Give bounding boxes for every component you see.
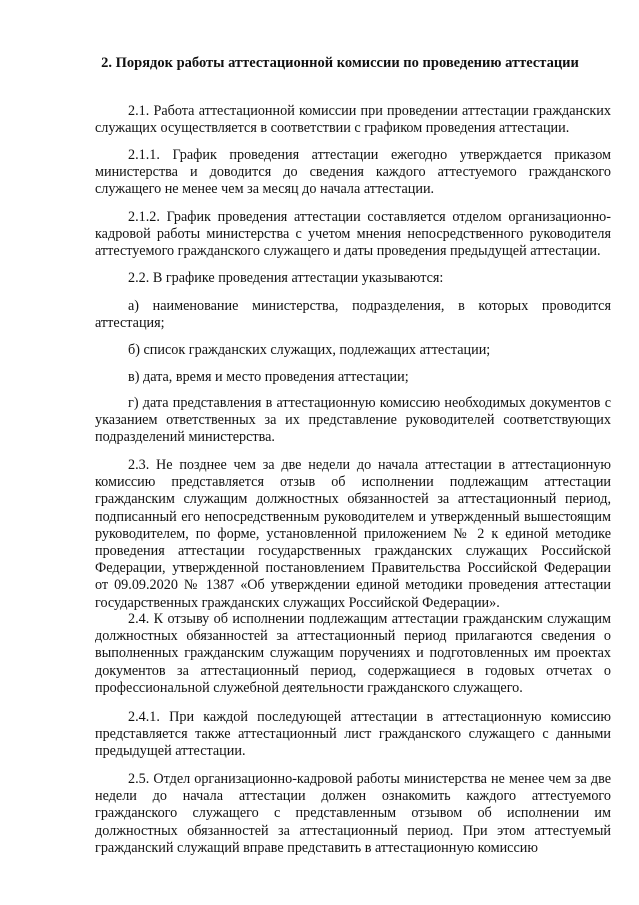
paragraph-2-5: 2.5. Отдел организационно-кадровой работы министерства не менее чем за две недели до начала аттестации должен ознакомить каждого аттестуемого гражданского служащего с представленным отзывом об исполнении им должностных обязанностей за аттестационный период. При этом аттестуемый гражданский служащий вправе представить в аттестационную комиссию [95, 771, 611, 856]
paragraph-2-1-1: 2.1.1. График проведения аттестации ежегодно утверждается приказом министерства и доводится до сведения каждого аттестуемого гражданского служащего не менее чем за месяц до начала аттестации. [95, 147, 611, 198]
paragraph-2-1: 2.1. Работа аттестационной комиссии при проведении аттестации гражданских служащих осуществляется в соответствии с графиком проведения аттестации. [95, 103, 611, 137]
list-item-b: б) список гражданских служащих, подлежащих аттестации; [128, 342, 491, 358]
list-item-v: в) дата, время и место проведения аттестации; [128, 369, 409, 385]
section-title: 2. Порядок работы аттестационной комиссии по проведению аттестации [101, 55, 579, 71]
list-item-g: г) дата представления в аттестационную комиссию необходимых документов с указанием ответственных за их представление руководителей соответствующих подразделений министерства. [95, 395, 611, 446]
paragraph-2-3: 2.3. Не позднее чем за две недели до начала аттестации в аттестационную комиссию представляется отзыв об исполнении подлежащим аттестации гражданским служащим должностных обязанностей за аттестационный период, подписанный его непосредственным руководителем и утвержденный вышестоящим руководителем, по форме, установленной приложением № 2 к единой методике проведения аттестации государственных гражданских служащих Российской Федерации, утвержденной постановлением Правительства Российской Федерации от 09.09.2020 № 1387 «Об утверждении единой методики проведения аттестации государственных гражданских служащих Российской Федерации». [95, 457, 611, 611]
paragraph-2-4-1: 2.4.1. При каждой последующей аттестации в аттестационную комиссию представляется также аттестационный лист гражданского служащего с данными предыдущей аттестации. [95, 709, 611, 760]
paragraph-2-2: 2.2. В графике проведения аттестации указываются: [128, 270, 444, 286]
paragraph-2-4: 2.4. К отзыву об исполнении подлежащим аттестации гражданским служащим должностных обязанностей за аттестационный период прилагаются сведения о выполненных гражданским служащим поручениях и подготовленных им проектах документов за аттестационный период, содержащиеся в годовых отчетах о профессиональной служебной деятельности гражданского служащего. [95, 611, 611, 696]
paragraph-2-1-2: 2.1.2. График проведения аттестации составляется отделом организационно-кадровой работы министерства с учетом мнения непосредственного руководителя аттестуемого гражданского служащего и даты проведения предыдущей аттестации. [95, 209, 611, 260]
list-item-a: а) наименование министерства, подразделения, в которых проводится аттестация; [95, 298, 611, 332]
